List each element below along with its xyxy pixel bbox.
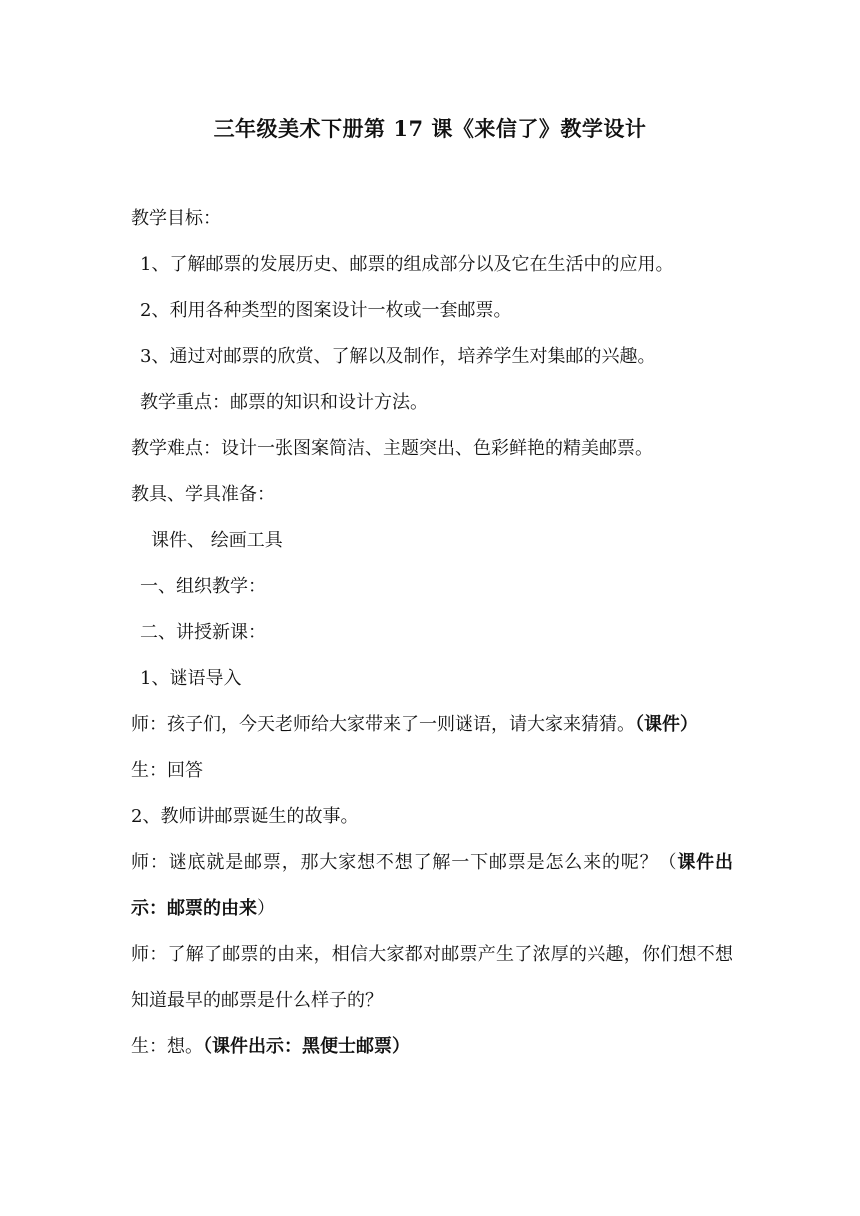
- paragraph-materials: 教具、学具准备：: [131, 484, 275, 505]
- document-body: [131, 196, 733, 1070]
- paragraph-section-2: 二、讲授新课：: [140, 622, 266, 643]
- student-want-text: 生：想。: [131, 1036, 203, 1057]
- teacher-origin-text: 师：谜底就是邮票，那大家想不想了解一下邮票是怎么来的呢？（: [131, 852, 678, 873]
- paragraph-section-1: 一、组织教学：: [140, 576, 266, 597]
- paragraph-riddle-intro: 1、谜语导入: [140, 668, 242, 689]
- paragraph-difficulties: 教学难点：设计一张图案简洁、主题突出、色彩鲜艳的精美邮票。: [131, 438, 653, 459]
- paragraph-materials-list: 课件、 绘画工具: [151, 530, 283, 551]
- paragraph-student-answer: 生：回答: [131, 760, 203, 781]
- document-title: 三年级美术下册第 17 课《来信了》教学设计: [213, 116, 647, 141]
- teacher-riddle-text: 师：孩子们，今天老师给大家带来了一则谜语，请大家来猜猜。: [131, 714, 635, 735]
- paragraph-story: 2、教师讲邮票诞生的故事。: [131, 806, 359, 827]
- teacher-riddle-courseware: （课件）: [635, 714, 698, 735]
- student-want-courseware: （课件出示：黑便士邮票）: [203, 1036, 410, 1057]
- paragraph-goal-2: 2、利用各种类型的图案设计一枚或一套邮票。: [140, 300, 512, 321]
- paragraph-goal-3: 3、通过对邮票的欣赏、了解以及制作，培养学生对集邮的兴趣。: [140, 346, 656, 367]
- teacher-origin-courseware: 课件出示：邮票的由来: [131, 852, 734, 919]
- paragraph-teacher-earliest: 师：了解了邮票的由来，相信大家都对邮票产生了浓厚的兴趣，你们想不想知道最早的邮票是什么样子的？: [131, 944, 733, 1011]
- teacher-origin-close: ）: [257, 898, 275, 919]
- paragraph-key-points: 教学重点：邮票的知识和设计方法。: [140, 392, 428, 413]
- paragraph-teacher-origin: [131, 840, 733, 932]
- paragraph-goal-1: 1、了解邮票的发展历史、邮票的组成部分以及它在生活中的应用。: [140, 254, 674, 275]
- paragraph-student-want: [131, 1024, 733, 1070]
- paragraph-teacher-riddle: [131, 702, 733, 748]
- paragraph-teaching-goals: 教学目标：: [131, 208, 221, 229]
